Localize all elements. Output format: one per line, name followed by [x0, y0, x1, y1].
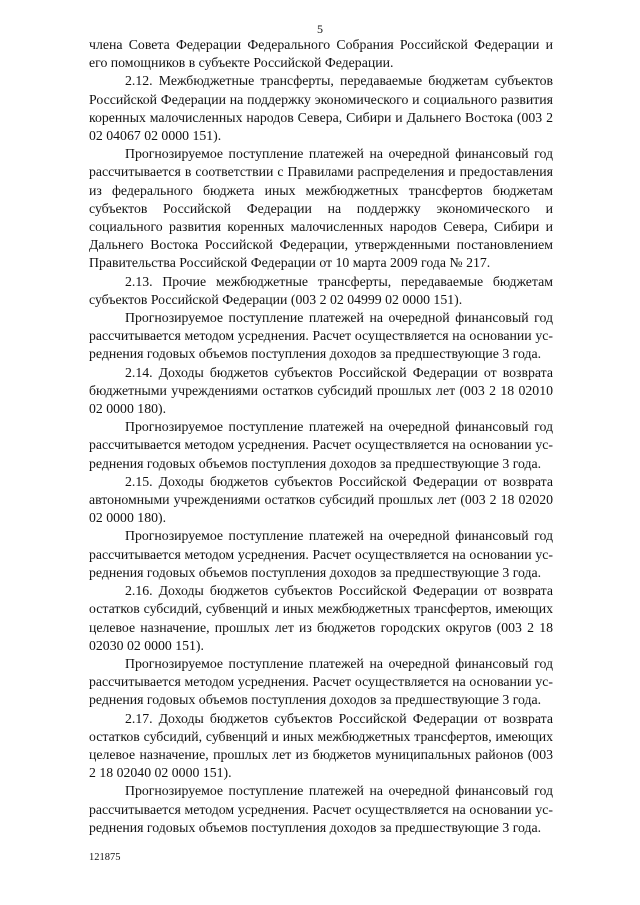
paragraph-section-2-16: 2.16. Доходы бюджетов субъектов Российской Федерации от возврата остатков субсидий, субвенций и иных межбюджетных трансфертов, имеющих целевое назначение, прошлых лет из бюджетов городских округов (003 2 18 02030 02 0000 151). [89, 583, 553, 653]
document-body [89, 36, 553, 837]
paragraph-section-2-12: 2.12. Межбюджетные трансферты, передаваемые бюджетам субъектов Российской Федерации на поддержку экономического и социального развития коренных малочисленных народов Севера, Сибири и Дальнего Востока (003 2 02 04067 02 0000 151). [89, 73, 553, 144]
paragraph-forecast-2-14: Прогнозируемое поступление платежей на очередной финансовый год рассчитывается методом усреднения. Расчет осуществляется на основании усреднения годовых объемов поступления доходов за предшествующие 3 года. [89, 419, 553, 471]
paragraph-forecast-2-12: Прогнозируемое поступление платежей на очередной финансовый год рассчитывается в соответствии с Правилами распределения и предоставления из федерального бюджета иных межбюджетных трансфертов бюджетам субъектов Российской Федерации на поддержку экономического и социального развития коренных малочисленных народов Севера, Сибири и Дальнего Востока Российской Федерации, утвержденными постановлением Правительства Российской Федерации от 10 марта 2009 года № 217. [89, 146, 553, 271]
paragraph-forecast-2-16: Прогнозируемое поступление платежей на очередной финансовый год рассчитывается методом усреднения. Расчет осуществляется на основании усреднения годовых объемов поступления доходов за предшествующие 3 года. [89, 655, 553, 708]
paragraph-section-2-14: 2.14. Доходы бюджетов субъектов Российской Федерации от возврата бюджетными учреждениями остатков субсидий прошлых лет (003 2 18 02010 02 0000 180). [89, 364, 553, 417]
paragraph-forecast-2-17: Прогнозируемое поступление платежей на очередной финансовый год рассчитывается методом усреднения. Расчет осуществляется на основании усреднения годовых объемов поступления доходов за предшествующие 3 года. [89, 783, 553, 835]
paragraph-section-2-15: 2.15. Доходы бюджетов субъектов Российской Федерации от возврата автономными учреждениями остатков субсидий прошлых лет (003 2 18 02020 02 0000 180). [89, 473, 553, 526]
paragraph-forecast-2-15: Прогнозируемое поступление платежей на очередной финансовый год рассчитывается методом усреднения. Расчет осуществляется на основании усреднения годовых объемов поступления доходов за предшествующие 3 года. [89, 528, 553, 580]
paragraph-continuation: члена Совета Федерации Федерального Собрания Российской Федерации и его помощников в субъекте Российской Федерации. [89, 37, 553, 71]
paragraph-forecast-2-13: Прогнозируемое поступление платежей на очередной финансовый год рассчитывается методом усреднения. Расчет осуществляется на основании усреднения годовых объемов поступления доходов за предшествующие 3 года. [89, 310, 553, 362]
paragraph-section-2-17: 2.17. Доходы бюджетов субъектов Российской Федерации от возврата остатков субсидий, субвенций и иных межбюджетных трансфертов, имеющих целевое назначение, прошлых лет из бюджетов муниципальных районов (003 2 18 02040 02 0000 151). [89, 710, 553, 781]
paragraph-section-2-13: 2.13. Прочие межбюджетные трансферты, передаваемые бюджетам субъектов Российской Федерации (003 2 02 04999 02 0000 151). [89, 273, 553, 307]
page-number: 5 [317, 22, 323, 36]
footer-document-code: 121875 [89, 852, 121, 863]
